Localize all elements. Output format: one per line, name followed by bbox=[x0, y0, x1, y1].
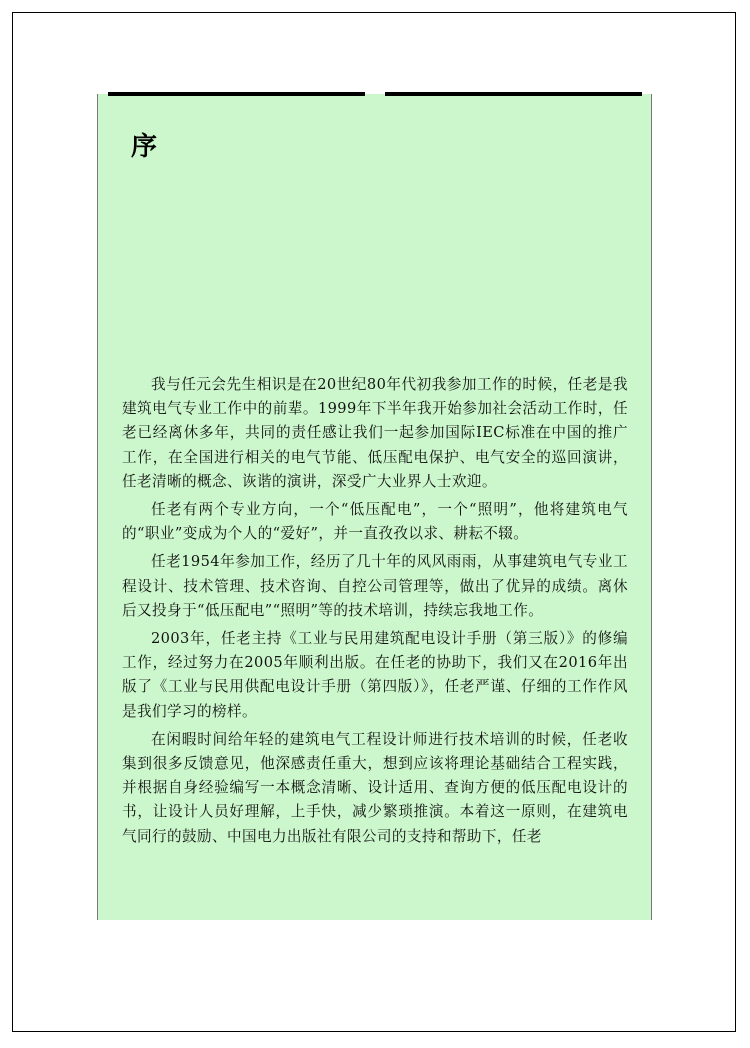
paragraph-1: 我与任元会先生相识是在20世纪80年代初我参加工作的时候，任老是我建筑电气专业工作中的前辈。1999年下半年我开始参加社会活动工作时，任老已经离休多年，共同的责任感让我们一起参加国际IEC标准在中国的推广工作，在全国进行相关的电气节能、低压配电保护、电气安全的巡回演讲，任老清晰的概念、诙谐的演讲，深受广大业界人士欢迎。 bbox=[122, 376, 628, 490]
page-title: 序 bbox=[131, 132, 158, 162]
paragraph-3: 任老1954年参加工作，经历了几十年的风风雨雨，从事建筑电气专业工程设计、技术管理、技术咨询、自控公司管理等，做出了优异的成绩。离休后又投身于“低压配电”“照明”等的技术培训，持续忘我地工作。 bbox=[122, 553, 628, 619]
paragraph-5: 在闲暇时间给年轻的建筑电气工程设计师进行技术培训的时候，任老收集到很多反馈意见，他深感责任重大，想到应该将理论基础结合工程实践，并根据自身经验编写一本概念清晰、设计适用、查询方便的低压配电设计的书，让设计人员好理解，上手快，减少繁琐推演。本着这一原则，在建筑电气同行的鼓励、中国电力出版社有限公司的支持和帮助下，任老 bbox=[122, 730, 628, 845]
preface-body bbox=[122, 373, 628, 849]
paragraph-4: 2003年，任老主持《工业与民用建筑配电设计手册（第三版）》的修编工作，经过努力在2005年顺利出版。在任老的协助下，我们又在2016年出版了《工业与民用供配电设计手册（第四版）》，任老严谨、仔细的工作作风是我们学习的榜样。 bbox=[122, 630, 628, 720]
top-rule-left bbox=[108, 92, 365, 96]
paragraph-2: 任老有两个专业方向，一个“低压配电”，一个“照明”，他将建筑电气的“职业”变成为个人的“爱好”，并一直孜孜以求、耕耘不辍。 bbox=[122, 501, 628, 543]
top-rule-right bbox=[385, 92, 642, 96]
